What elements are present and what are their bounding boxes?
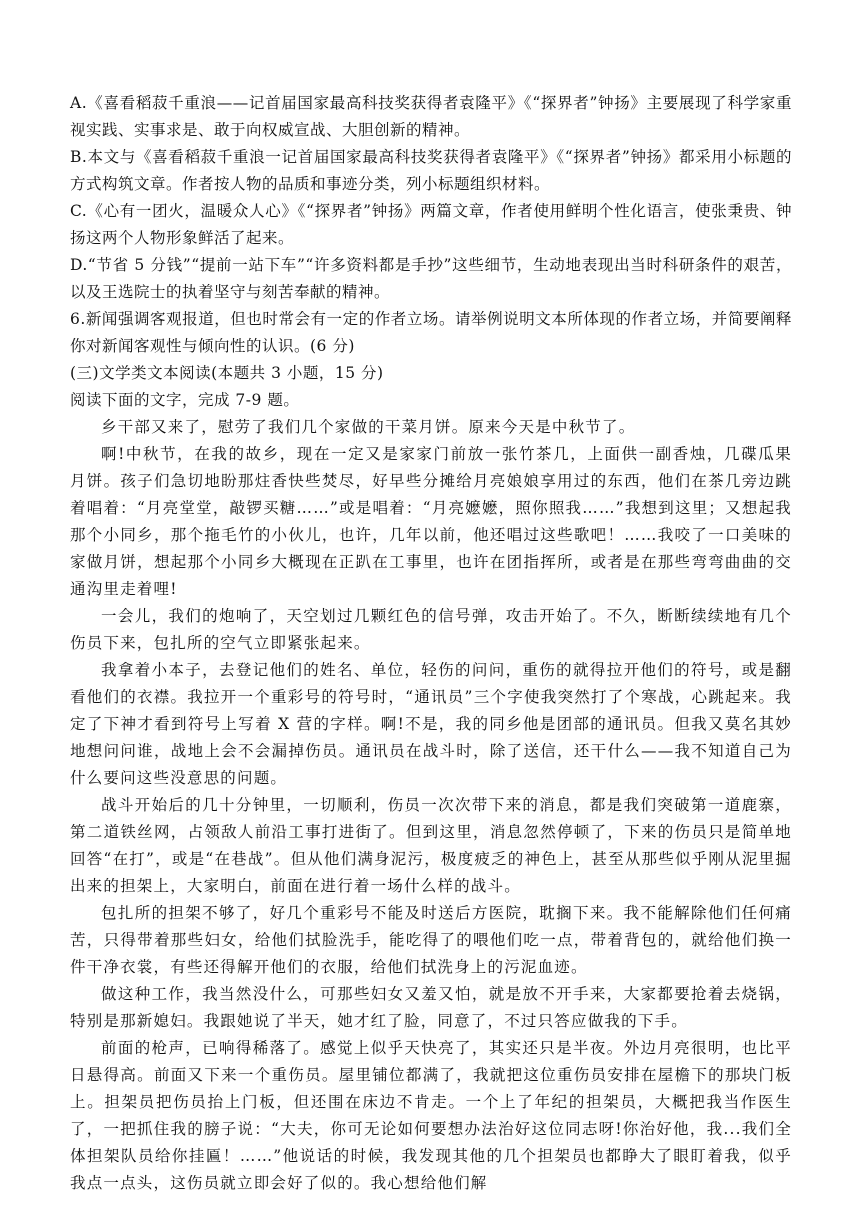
- story-paragraph: 前面的枪声，已响得稀落了。感觉上似乎天快亮了，其实还只是半夜。外边月亮很明，也比平日悬得高。前面又下来一个重伤员。屋里铺位都满了，我就把这位重伤员安排在屋檐下的那块门板上。担架员把伤员抬上门板，但还围在床边不肯走。一个上了年纪的担架员，大概把我当作医生了，一把抓住我的膀子说：“大夫，你可无论如何要想办法治好这位同志呀!你治好他，我...我们全体担架队员给你挂匾！……”他说话的时候，我发现其他的几个担架员也都睁大了眼盯着我，似乎我点一点头，这伤员就立即会好了似的。我心想给他们解: [70, 1039, 792, 1192]
- reading-instruction: 阅读下面的文字，完成 7-9 题。: [70, 391, 300, 409]
- option-d: D.“节省 5 分钱”“提前一站下车”“许多资料都是手抄”这些细节，生动地表现出当时科研条件的艰苦，以及王选院士的执着坚守与刻苦奉献的精神。: [70, 256, 792, 301]
- section-heading: (三)文学类文本阅读(本题共 3 小题，15 分): [70, 364, 384, 382]
- story-paragraph: 做这种工作，我当然没什么，可那些妇女又羞又怕，就是放不开手来，大家都要抢着去烧锅，特别是那新媳妇。我跟她说了半天，她才红了脸，同意了，不过只答应做我的下手。: [70, 985, 792, 1030]
- story-paragraph: 战斗开始后的几十分钟里，一切顺利，伤员一次次带下来的消息，都是我们突破第一道鹿寨，第二道铁丝网，占领敌人前沿工事打进街了。但到这里，消息忽然停顿了，下来的伤员只是简单地回答“在打”，或是“在巷战”。但从他们满身泥污，极度疲乏的神色上，甚至从那些似乎刚从泥里掘出来的担架上，大家明白，前面在进行着一场什么样的战斗。: [70, 796, 792, 895]
- story-paragraph: 一会儿，我们的炮响了，天空划过几颗红色的信号弹，攻击开始了。不久，断断续续地有几个伤员下来，包扎所的空气立即紧张起来。: [70, 607, 792, 652]
- story-paragraph: 我拿着小本子，去登记他们的姓名、单位，轻伤的问问，重伤的就得拉开他们的符号，或是翻看他们的衣襟。我拉开一个重彩号的符号时，“通讯员”三个字使我突然打了个寒战，心跳起来。我定了下神才看到符号上写着 X 营的字样。啊!不是，我的同乡他是团部的通讯员。但我又莫名其妙地想问问谁，战地上会不会漏掉伤员。通讯员在战斗时，除了送信，还干什么——我不知道自己为什么要问这些没意思的问题。: [70, 661, 792, 787]
- exam-page: [70, 90, 792, 1197]
- option-b: B.本文与《喜看稻菽千重浪一记首届国家最高科技奖获得者袁隆平》《“探界者”钟扬》都采用小标题的方式构筑文章。作者按人物的品质和事迹分类，列小标题组织材料。: [70, 148, 792, 193]
- question-6: 6.新闻强调客观报道，但也时常会有一定的作者立场。请举例说明文本所体现的作者立场，并简要阐释你对新闻客观性与倾向性的认识。(6 分): [70, 310, 792, 355]
- story-paragraph: 啊!中秋节，在我的故乡，现在一定又是家家门前放一张竹茶几，上面供一副香烛，几碟瓜果月饼。孩子们急切地盼那炷香快些焚尽，好早些分摊给月亮娘娘享用过的东西，他们在茶几旁边跳着唱着：“月亮堂堂，敲锣买糖……”或是唱着：“月亮嬷嬷，照你照我……”我想到这里；又想起我那个小同乡，那个拖毛竹的小伙儿，也许，几年以前，他还唱过这些歌吧！……我咬了一口美味的家做月饼，想起那个小同乡大概现在正趴在工事里，也许在团指挥所，或者是在那些弯弯曲曲的交通沟里走着哩!: [70, 445, 792, 598]
- option-c: C.《心有一团火，温暖众人心》《“探界者”钟扬》两篇文章，作者使用鲜明个性化语言，使张秉贵、钟扬这两个人物形象鲜活了起来。: [70, 202, 792, 247]
- option-a: A.《喜看稻菽千重浪——记首届国家最高科技奖获得者袁隆平》《“探界者”钟扬》主要展现了科学家重视实践、实事求是、敢于向权威宣战、大胆创新的精神。: [70, 94, 792, 139]
- story-paragraph: 包扎所的担架不够了，好几个重彩号不能及时送后方医院，耽搁下来。我不能解除他们任何痛苦，只得带着那些妇女，给他们拭脸洗手，能吃得了的喂他们吃一点，带着背包的，就给他们换一件干净衣裳，有些还得解开他们的衣服，给他们拭洗身上的污泥血迹。: [70, 904, 792, 976]
- story-paragraph: 乡干部又来了，慰劳了我们几个家做的干菜月饼。原来今天是中秋节了。: [101, 418, 636, 436]
